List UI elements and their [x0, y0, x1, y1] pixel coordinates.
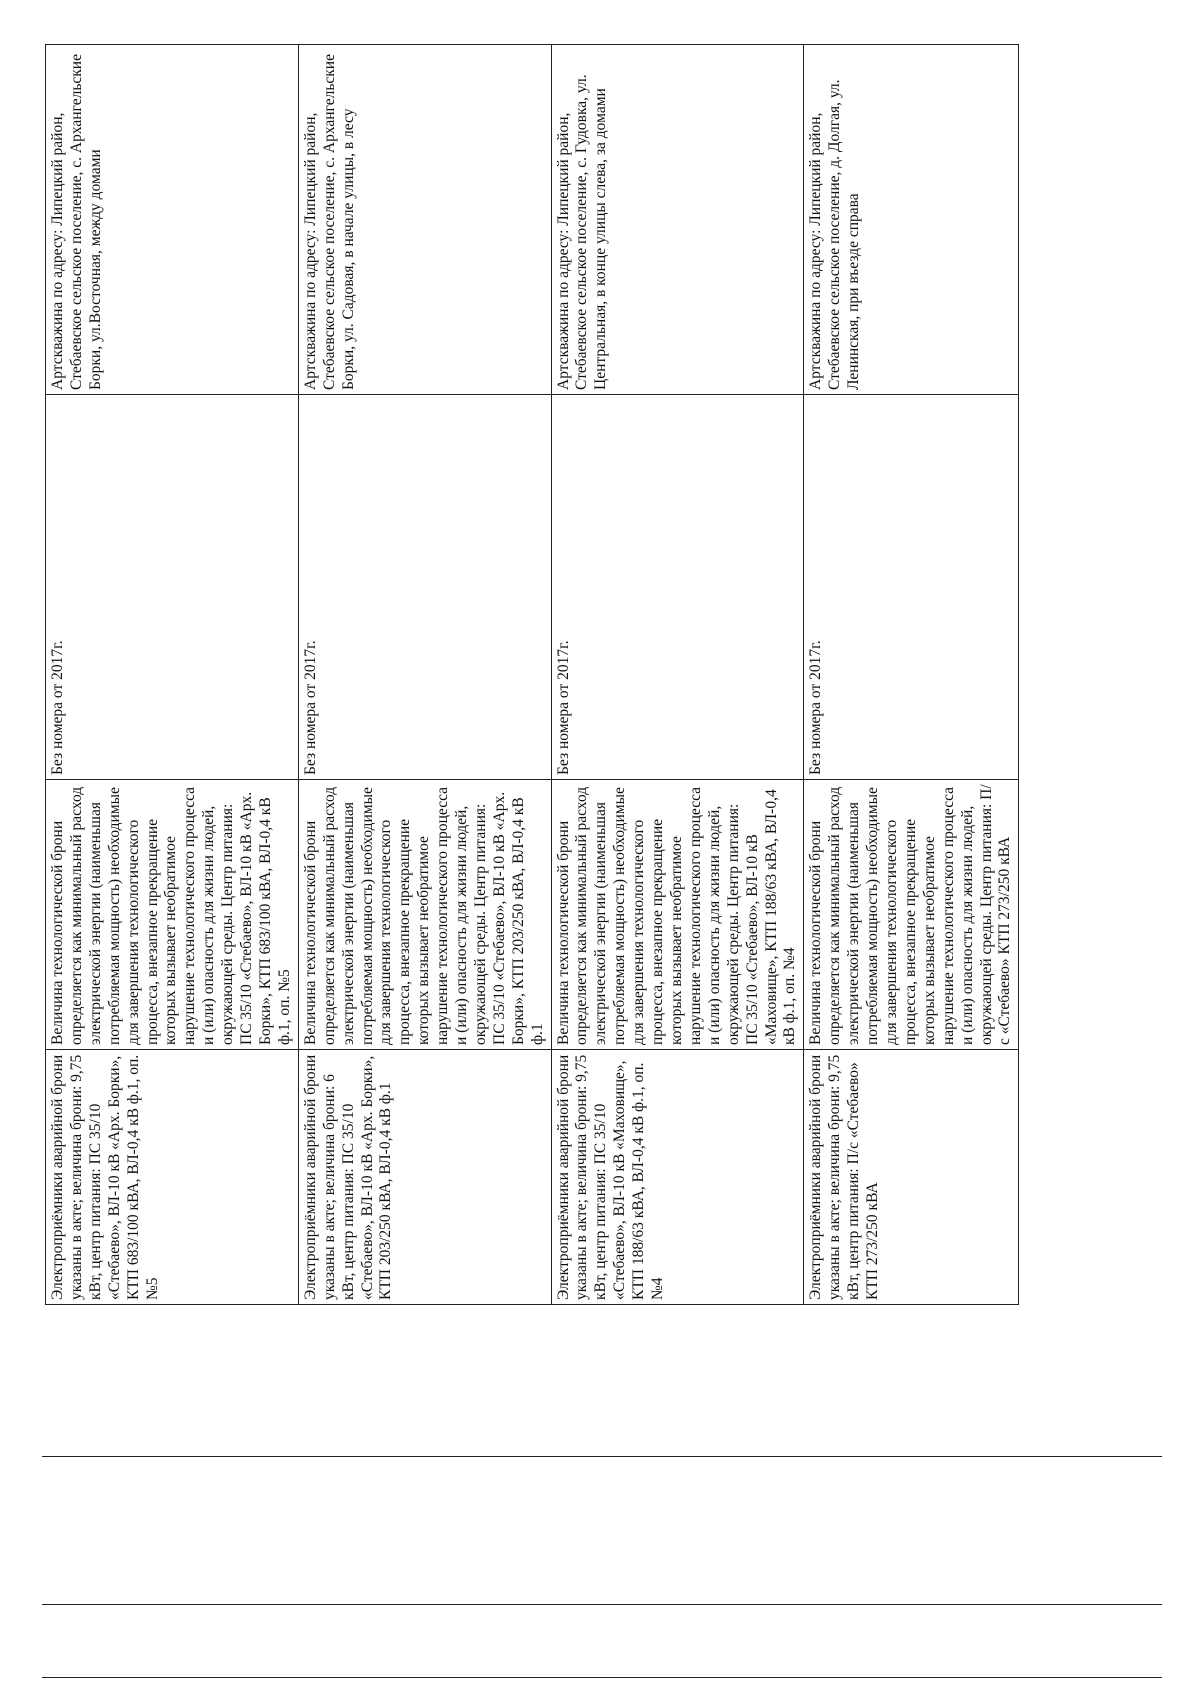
emergency-reserve-cell: Электроприёмники аварийной брони указаны в акте; величина брони: 9,75 кВт, центр питания: ПС 35/10 «Стебаево», ВЛ-10 кВ «Арх. Борки», КТП 683/100 кВА, ВЛ-0,4 кВ ф.1, оп. №5	[46, 1050, 299, 1305]
tech-reserve-cell: Величина технологической брони определяется как минимальный расход электрической энергии (наименьшая потребляемая мощность) необходимые для завершения технологического процесса, внезапное прекращение которых вызывает необратимое нарушение технологического процесса и (или) опасность для жизни людей, окружающей среды. Центр питания: ПС 35/10 «Стебаево», ВЛ-10 кВ «Маховище», КТП 188/63 кВА, ВЛ-0,4 кВ ф.1, оп. №4	[551, 780, 804, 1050]
object-cell: Артскважина по адресу: Липецкий район, Стебаевское сельское поселение, с. Архангельские Борки, ул.Восточная, между домами	[46, 45, 299, 395]
horizontal-rule	[42, 1677, 1162, 1678]
act-cell: Без номера от 2017г.	[298, 395, 551, 780]
act-cell: Без номера от 2017г.	[804, 395, 1019, 780]
tech-reserve-cell: Величина технологической брони определяется как минимальный расход электрической энергии (наименьшая потребляемая мощность) необходимые для завершения технологического процесса, внезапное прекращение которых вызывает необратимое нарушение технологического процесса и (или) опасность для жизни людей, окружающей среды. Центр питания: П/с «Стебаево» КТП 273/250 кВА	[804, 780, 1019, 1050]
table-row	[298, 45, 551, 1305]
object-cell: Артскважина по адресу: Липецкий район, Стебаевское сельское поселение, с. Архангельские Борки, ул. Садовая, в начале улицы, в лесу	[298, 45, 551, 395]
table-row	[551, 45, 804, 1305]
object-cell: Артскважина по адресу: Липецкий район, Стебаевское сельское поселение, д. Долгая, ул. Ленинская, при въезде справа	[804, 45, 1019, 395]
rotated-page-content	[45, 45, 1014, 1305]
horizontal-rule	[42, 1604, 1162, 1605]
tech-reserve-cell: Величина технологической брони определяется как минимальный расход электрической энергии (наименьшая потребляемая мощность) необходимые для завершения технологического процесса, внезапное прекращение которых вызывает необратимое нарушение технологического процесса и (или) опасность для жизни людей, окружающей среды. Центр питания: ПС 35/10 «Стебаево», ВЛ-10 кВ «Арх. Борки», КТП 203/250 кВА, ВЛ-0,4 кВ ф.1	[298, 780, 551, 1050]
object-cell: Артскважина по адресу: Липецкий район, Стебаевское сельское поселение, с. Гудовка, ул. Центральная, в конце улицы слева, за домами	[551, 45, 804, 395]
act-cell: Без номера от 2017г.	[46, 395, 299, 780]
table-row	[804, 45, 1019, 1305]
reserve-table	[45, 44, 1019, 1305]
emergency-reserve-cell: Электроприёмники аварийной брони указаны в акте; величина брони: 6 кВт, центр питания: ПС 35/10 «Стебаево», ВЛ-10 кВ «Арх. Борки», КТП 203/250 кВА, ВЛ-0,4 кВ ф.1	[298, 1050, 551, 1305]
horizontal-rule	[42, 1456, 1162, 1457]
act-cell: Без номера от 2017г.	[551, 395, 804, 780]
table-row	[46, 45, 299, 1305]
emergency-reserve-cell: Электроприёмники аварийной брони указаны в акте; величина брони: 9,75 кВт, центр питания: ПС 35/10 «Стебаево», ВЛ-10 кВ «Маховище», КТП 188/63 кВА, ВЛ-0,4 кВ ф.1, оп. №4	[551, 1050, 804, 1305]
emergency-reserve-cell: Электроприёмники аварийной брони указаны в акте; величина брони: 9,75 кВт, центр питания: П/с «Стебаево» КТП 273/250 кВА	[804, 1050, 1019, 1305]
tech-reserve-cell: Величина технологической брони определяется как минимальный расход электрической энергии (наименьшая потребляемая мощность) необходимые для завершения технологического процесса, внезапное прекращение которых вызывает необратимое нарушение технологического процесса и (или) опасность для жизни людей, окружающей среды. Центр питания: ПС 35/10 «Стебаево», ВЛ-10 кВ «Арх. Борки», КТП 683/100 кВА, ВЛ-0,4 кВ ф.1, оп. №5	[46, 780, 299, 1050]
